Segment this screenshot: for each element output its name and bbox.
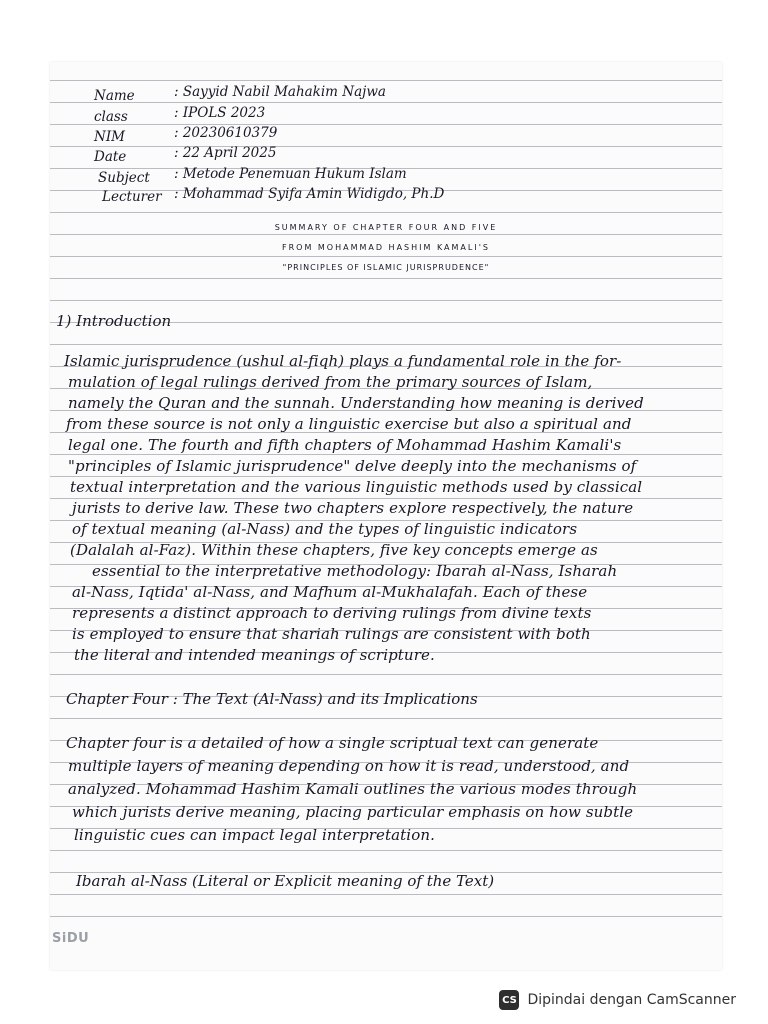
title-line-2: FROM MOHAMMAD HASHIM KAMALI'S — [281, 243, 490, 252]
intro-line: (Dalalah al-Faz). Within these chapters, five key concepts emerge as — [70, 541, 598, 559]
intro-line: al-Nass, Iqtida' al-Nass, and Mafhum al-Mukhalafah. Each of these — [72, 583, 588, 601]
ruled-line — [50, 344, 722, 345]
ruled-line — [50, 894, 722, 895]
ruled-line — [50, 454, 722, 455]
intro-line: jurists to derive law. These two chapters explore respectively, the nature — [72, 499, 634, 517]
title-line-1: SUMMARY OF CHAPTER FOUR AND FIVE — [274, 223, 498, 232]
class-value: : IPOLS 2023 — [174, 105, 266, 121]
class-label: class — [94, 109, 128, 125]
intro-line: of textual meaning (al-Nass) and the types of linguistic indicators — [72, 520, 578, 538]
title-line-3: "PRINCIPLES OF ISLAMIC JURISPRUDENCE" — [282, 263, 490, 272]
ruled-line — [50, 278, 722, 279]
subject-label: Subject — [98, 170, 150, 186]
intro-line: Islamic jurisprudence (ushul al-fiqh) plays a fundamental role in the for- — [64, 352, 622, 370]
intro-line: is employed to ensure that shariah rulings are consistent with both — [72, 625, 591, 643]
notebook-brand-logo: SiDU — [52, 931, 90, 946]
ruled-line — [50, 916, 722, 917]
lecturer-label: Lecturer — [102, 189, 162, 205]
ruled-line — [50, 102, 722, 103]
chapter-four-line: Chapter four is a detailed of how a single scriptual text can generate — [66, 734, 599, 752]
ruled-line — [50, 234, 722, 235]
intro-line: represents a distinct approach to deriving rulings from divine texts — [72, 604, 592, 622]
intro-line: legal one. The fourth and fifth chapters of Mohammad Hashim Kamali's — [68, 436, 622, 454]
ruled-line — [50, 256, 722, 257]
chapter-four-line: multiple layers of meaning depending on how it is read, understood, and — [68, 757, 630, 775]
chapter-four-heading: Chapter Four : The Text (Al-Nass) and its Implications — [66, 690, 478, 708]
name-value: : Sayyid Nabil Mahakim Najwa — [174, 84, 386, 100]
chapter-four-line: linguistic cues can impact legal interpretation. — [74, 826, 435, 844]
ruled-line — [50, 212, 722, 213]
intro-line: mulation of legal rulings derived from the primary sources of Islam, — [68, 373, 593, 391]
camscanner-label: Dipindai dengan CamScanner — [527, 992, 736, 1008]
chapter-four-line: which jurists derive meaning, placing particular emphasis on how subtle — [72, 803, 634, 821]
intro-line: essential to the interpretative methodology: Ibarah al-Nass, Isharah — [92, 562, 618, 580]
ruled-line — [50, 674, 722, 675]
ruled-line — [50, 300, 722, 301]
ruled-line — [50, 80, 722, 81]
ruled-line — [50, 850, 722, 851]
ruled-line — [50, 146, 722, 147]
name-label: Name — [94, 88, 135, 104]
camscanner-icon: CS — [499, 990, 519, 1010]
intro-line: from these source is not only a linguistic exercise but also a spiritual and — [66, 415, 632, 433]
intro-line: the literal and intended meanings of scripture. — [74, 646, 435, 664]
intro-line: namely the Quran and the sunnah. Understanding how meaning is derived — [68, 394, 644, 412]
ibarah-heading: Ibarah al-Nass (Literal or Explicit meaning of the Text) — [76, 872, 495, 890]
intro-heading: 1) Introduction — [56, 312, 172, 330]
date-value: : 22 April 2025 — [174, 145, 277, 161]
nim-label: NIM — [94, 129, 125, 145]
ruled-line — [50, 476, 722, 477]
chapter-four-line: analyzed. Mohammad Hashim Kamali outlines the various modes through — [68, 780, 638, 798]
lecturer-value: : Mohammad Syifa Amin Widigdo, Ph.D — [174, 186, 445, 202]
intro-line: textual interpretation and the various linguistic methods used by classical — [70, 478, 643, 496]
subject-value: : Metode Penemuan Hukum Islam — [174, 166, 407, 182]
ruled-line — [50, 718, 722, 719]
notebook-page — [50, 62, 722, 970]
nim-value: : 20230610379 — [174, 125, 278, 141]
date-label: Date — [94, 149, 127, 165]
ruled-line — [50, 124, 722, 125]
camscanner-watermark — [487, 986, 748, 1014]
intro-line: "principles of Islamic jurisprudence" delve deeply into the mechanisms of — [68, 457, 637, 475]
